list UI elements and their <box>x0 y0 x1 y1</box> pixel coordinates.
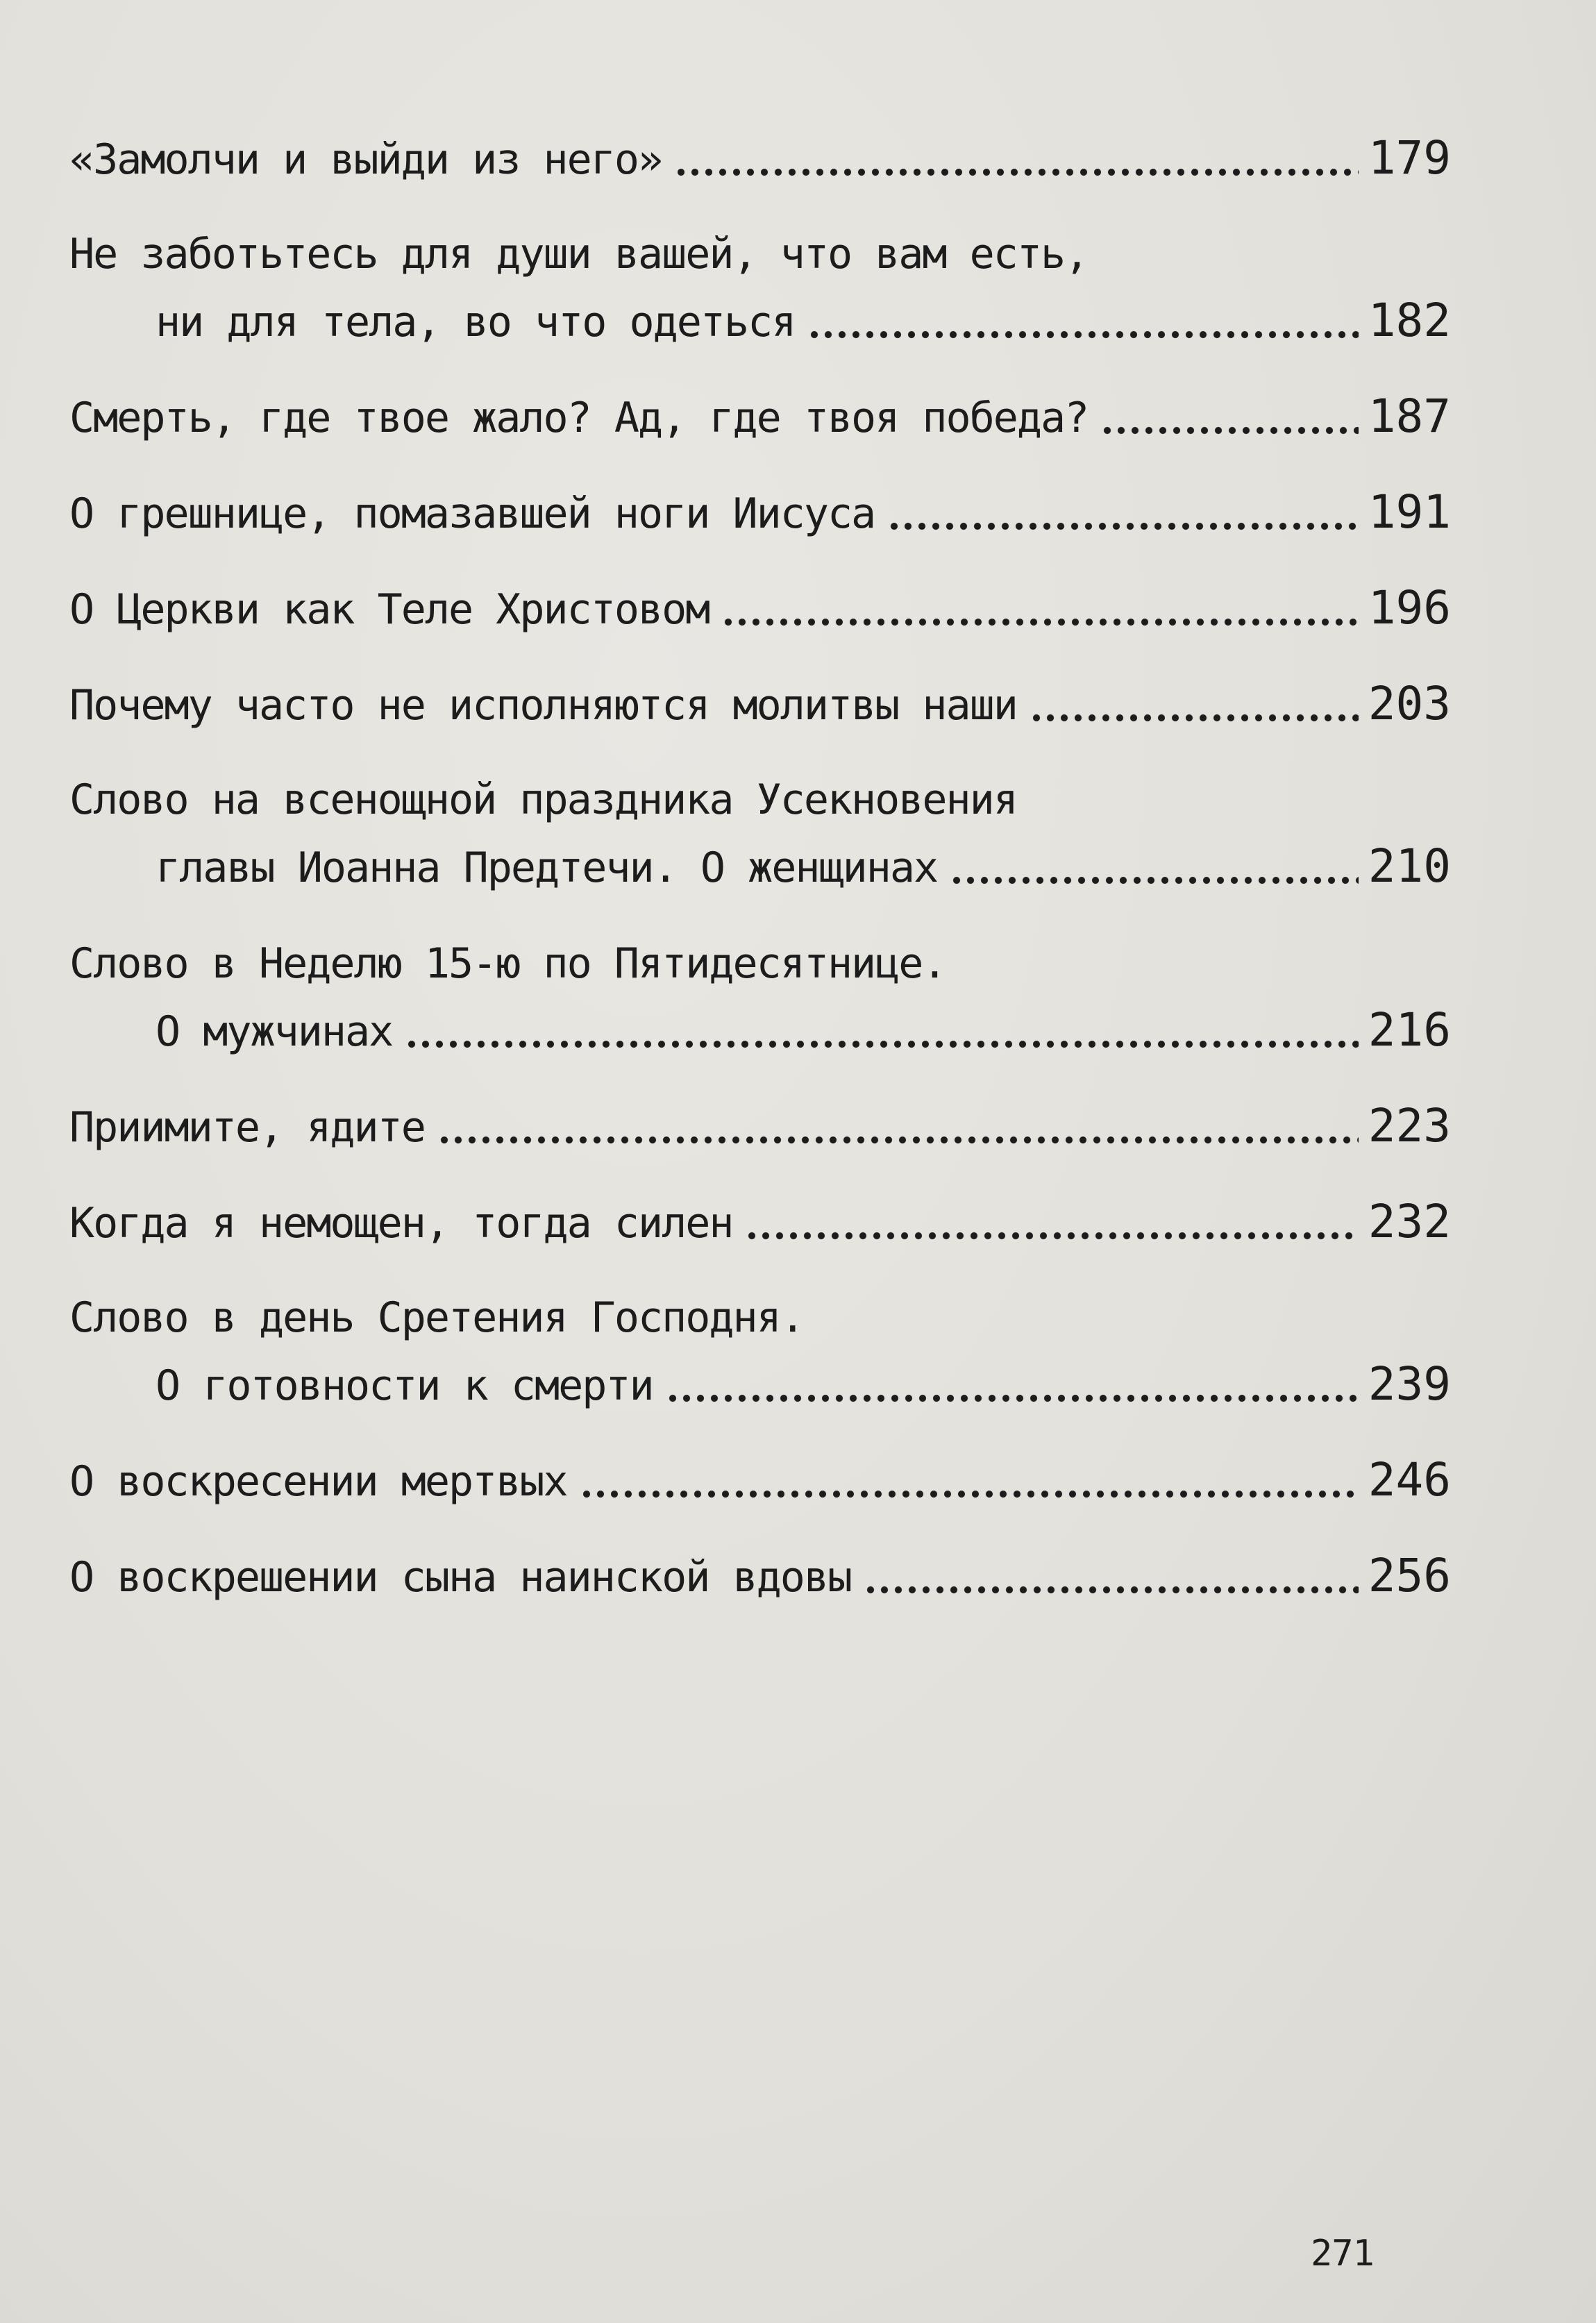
entry-title: О Церкви как Теле Христовом <box>69 585 709 634</box>
dot-leader <box>674 168 1359 176</box>
entry-title: Слово на всенощной праздника Усекновения <box>69 775 1017 824</box>
toc-entry <box>69 1189 1451 1255</box>
entry-title: Слово в Неделю 15-ю по Пятидесятнице. <box>69 939 946 988</box>
entry-title: «Замолчи и выйди из него» <box>69 135 662 184</box>
toc-entry <box>69 766 1451 900</box>
entry-title: Почему часто не исполняются молитвы наши <box>69 681 1017 730</box>
toc-entry <box>69 671 1451 737</box>
entry-page-number: 239 <box>1368 1357 1451 1411</box>
entry-page-number: 210 <box>1368 839 1451 893</box>
page-number: 271 <box>1311 2233 1374 2274</box>
toc-entry <box>69 383 1451 450</box>
toc-entry <box>69 1543 1451 1609</box>
dot-leader <box>1100 426 1358 435</box>
entry-page-number: 216 <box>1368 1003 1451 1057</box>
toc-entry <box>69 1284 1451 1418</box>
entry-title: О воскрешении сына наинской вдовы <box>69 1553 852 1602</box>
entry-title: Слово в день Сретения Господня. <box>69 1293 804 1342</box>
dot-leader <box>950 876 1359 884</box>
entry-page-number: 196 <box>1368 581 1451 635</box>
toc-entry <box>69 1093 1451 1159</box>
dot-leader <box>887 522 1359 530</box>
entry-page-number: 191 <box>1368 485 1451 539</box>
dot-leader <box>405 1040 1359 1048</box>
entry-title: Смерть, где твое жало? Ад, где твоя победа? <box>69 394 1089 442</box>
dot-leader <box>721 618 1358 626</box>
entry-page-number: 203 <box>1368 677 1451 730</box>
entry-page-number: 232 <box>1368 1195 1451 1248</box>
entry-title: О воскресении мертвых <box>69 1457 567 1506</box>
dot-leader <box>745 1232 1358 1240</box>
entry-title: О грешнице, помазавшей ноги Иисуса <box>69 489 875 538</box>
entry-page-number: 256 <box>1368 1549 1451 1602</box>
toc-entry <box>69 1447 1451 1513</box>
entry-page-number: 223 <box>1368 1099 1451 1152</box>
toc-entry <box>69 930 1451 1064</box>
entry-title-continuation: О готовности к смерти <box>156 1361 653 1410</box>
entry-title: Не заботьтесь для души вашей, что вам есть, <box>69 230 1089 278</box>
entry-page-number: 182 <box>1368 294 1451 347</box>
entry-title: Приимите, ядите <box>69 1103 425 1152</box>
table-of-contents <box>69 125 1451 1609</box>
entry-title-continuation: О мужчинах <box>156 1007 393 1056</box>
toc-entry <box>69 575 1451 641</box>
dot-leader <box>580 1490 1359 1498</box>
entry-title-continuation: главы Иоанна Предтечи. О женщинах <box>156 844 938 892</box>
dot-leader <box>864 1586 1359 1594</box>
toc-entry <box>69 479 1451 546</box>
dot-leader <box>666 1394 1359 1402</box>
dot-leader <box>807 330 1358 339</box>
entry-title-continuation: ни для тела, во что одеться <box>156 298 796 346</box>
toc-entry <box>69 125 1451 192</box>
entry-page-number: 246 <box>1368 1453 1451 1507</box>
dot-leader <box>437 1136 1359 1144</box>
dot-leader <box>1030 714 1359 722</box>
toc-entry <box>69 221 1451 354</box>
entry-page-number: 187 <box>1368 389 1451 443</box>
entry-title: Когда я немощен, тогда силен <box>69 1199 733 1248</box>
entry-page-number: 179 <box>1368 131 1451 185</box>
